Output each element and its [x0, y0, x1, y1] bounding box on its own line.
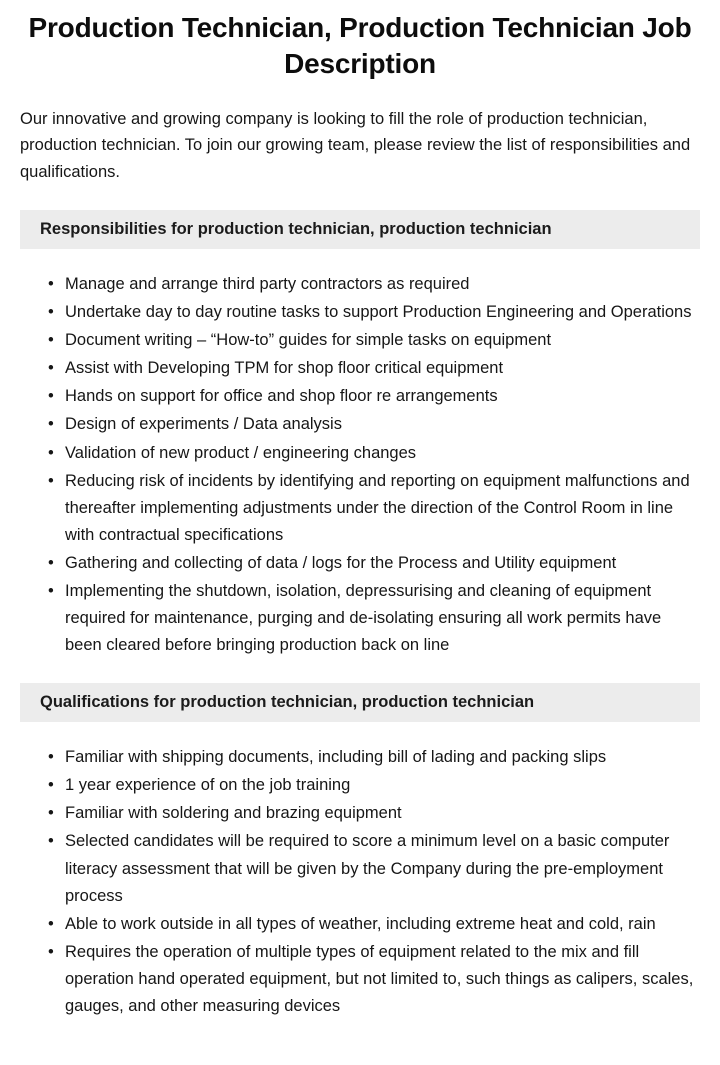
list-item: • Manage and arrange third party contractors as required	[65, 271, 700, 298]
responsibilities-list	[20, 271, 700, 659]
qualifications-list	[20, 744, 700, 1019]
list-item: • Selected candidates will be required to score a minimum level on a basic computer literacy assessment that will be given by the Company during the pre-employment process	[65, 828, 700, 909]
list-item: • Design of experiments / Data analysis	[65, 411, 700, 438]
list-item: • Reducing risk of incidents by identifying and reporting on equipment malfunctions and thereafter implementing adjustments under the direction of the Control Room in line with contractual specifications	[65, 468, 700, 549]
list-item: • Familiar with soldering and brazing equipment	[65, 800, 700, 827]
list-item: • Undertake day to day routine tasks to support Production Engineering and Operations	[65, 299, 700, 326]
list-item: • Familiar with shipping documents, including bill of lading and packing slips	[65, 744, 700, 771]
list-item: • Able to work outside in all types of weather, including extreme heat and cold, rain	[65, 911, 700, 938]
list-item: • Hands on support for office and shop floor re arrangements	[65, 383, 700, 410]
list-item: • Document writing – “How-to” guides for simple tasks on equipment	[65, 327, 700, 354]
list-item: • Implementing the shutdown, isolation, depressurising and cleaning of equipment required for maintenance, purging and de-isolating ensuring all work permits have been cleared before bringing production back on line	[65, 578, 700, 659]
responsibilities-section-header: Responsibilities for production technician, production technician	[20, 210, 700, 249]
list-item: • Validation of new product / engineering changes	[65, 440, 700, 467]
list-item: • Assist with Developing TPM for shop floor critical equipment	[65, 355, 700, 382]
qualifications-section-header: Qualifications for production technician, production technician	[20, 683, 700, 722]
list-item: • Gathering and collecting of data / logs for the Process and Utility equipment	[65, 550, 700, 577]
intro-paragraph: Our innovative and growing company is looking to fill the role of production technician, production technician. To join our growing team, please review the list of responsibilities and qualifications.	[20, 109, 691, 182]
list-item: • Requires the operation of multiple types of equipment related to the mix and fill operation hand operated equipment, but not limited to, such things as calipers, scales, gauges, and other measuring devices	[65, 939, 700, 1020]
list-item: • 1 year experience of on the job training	[65, 772, 700, 799]
page-title: Production Technician, Production Technician Job Description	[28, 12, 692, 79]
